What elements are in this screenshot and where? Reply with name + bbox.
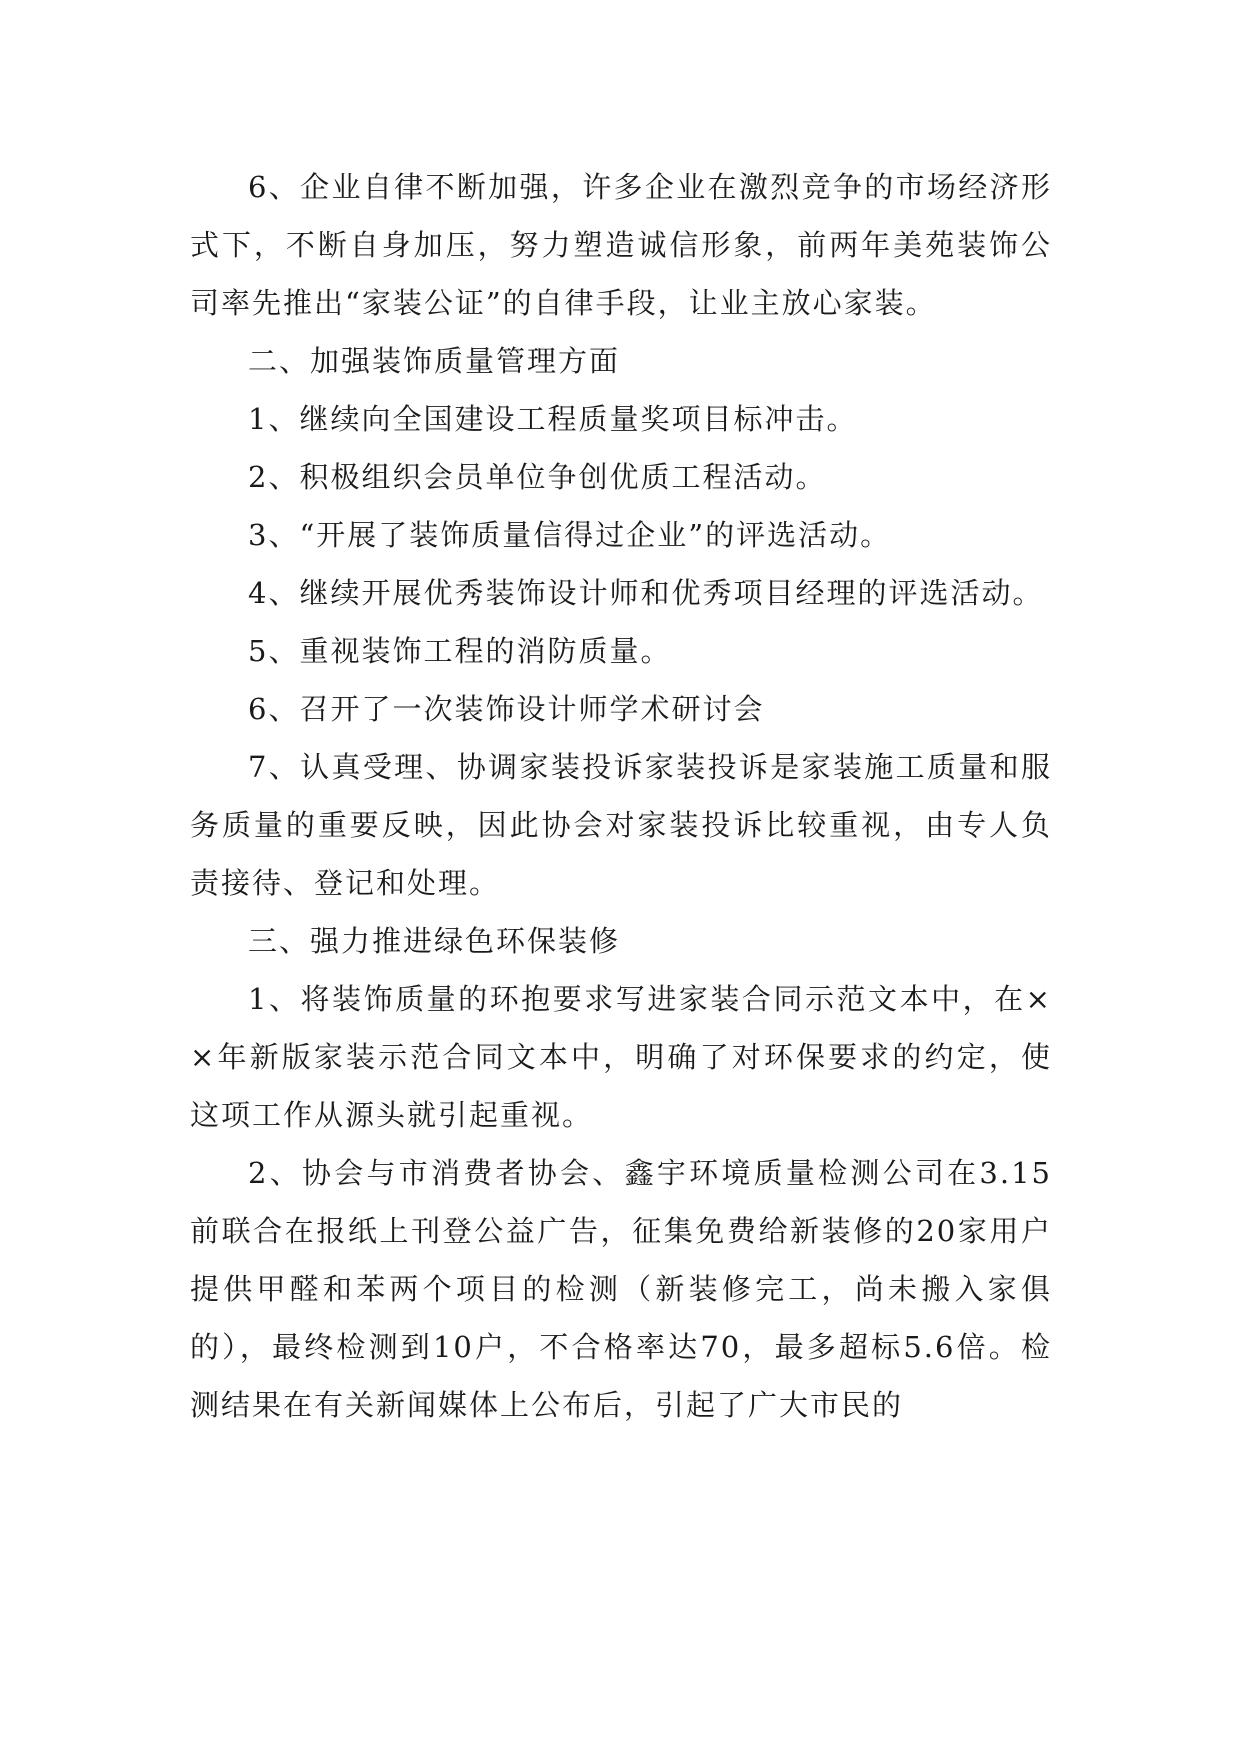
- paragraph-quality-item-5: 5、重视装饰工程的消防质量。: [248, 634, 672, 668]
- paragraph-quality-item-6: 6、召开了一次装饰设计师学术研讨会: [248, 692, 765, 726]
- paragraph-green-item-1: 1、将装饰质量的环抱要求写进家装合同示范文本中，在××年新版家装示范合同文本中，明确了对环保要求的约定，使这项工作从源头就引起重视。: [190, 982, 1052, 1132]
- paragraph-quality-item-1: 1、继续向全国建设工程质量奖项目标冲击。: [248, 402, 858, 436]
- paragraph-quality-item-7: 7、认真受理、协调家装投诉家装投诉是家装施工质量和服务质量的重要反映，因此协会对家装投诉比较重视，由专人负责接待、登记和处理。: [190, 750, 1052, 900]
- paragraph-quality-item-4: 4、继续开展优秀装饰设计师和优秀项目经理的评选活动。: [248, 576, 1044, 610]
- paragraph-green-item-2: 2、协会与市消费者协会、鑫宇环境质量检测公司在3.15前联合在报纸上刊登公益广告，征集免费给新装修的20家用户提供甲醛和苯两个项目的检测（新装修完工，尚未搬入家俱的），最终检测到10户，不合格率达70，最多超标5.6倍。检测结果在有关新闻媒体上公布后，引起了广大市民的: [190, 1156, 1052, 1422]
- paragraph-self-discipline: 6、企业自律不断加强，许多企业在激烈竞争的市场经济形式下，不断自身加压，努力塑造诚信形象，前两年美苑装饰公司率先推出“家装公证”的自律手段，让业主放心家装。: [190, 170, 1052, 320]
- section-heading-quality-management: 二、加强装饰质量管理方面: [248, 344, 621, 378]
- section-heading-green-renovation: 三、强力推进绿色环保装修: [248, 924, 621, 958]
- paragraph-quality-item-2: 2、积极组织会员单位争创优质工程活动。: [248, 460, 827, 494]
- document-page: [190, 158, 1052, 1434]
- paragraph-quality-item-3: 3、“开展了装饰质量信得过企业”的评选活动。: [248, 518, 892, 552]
